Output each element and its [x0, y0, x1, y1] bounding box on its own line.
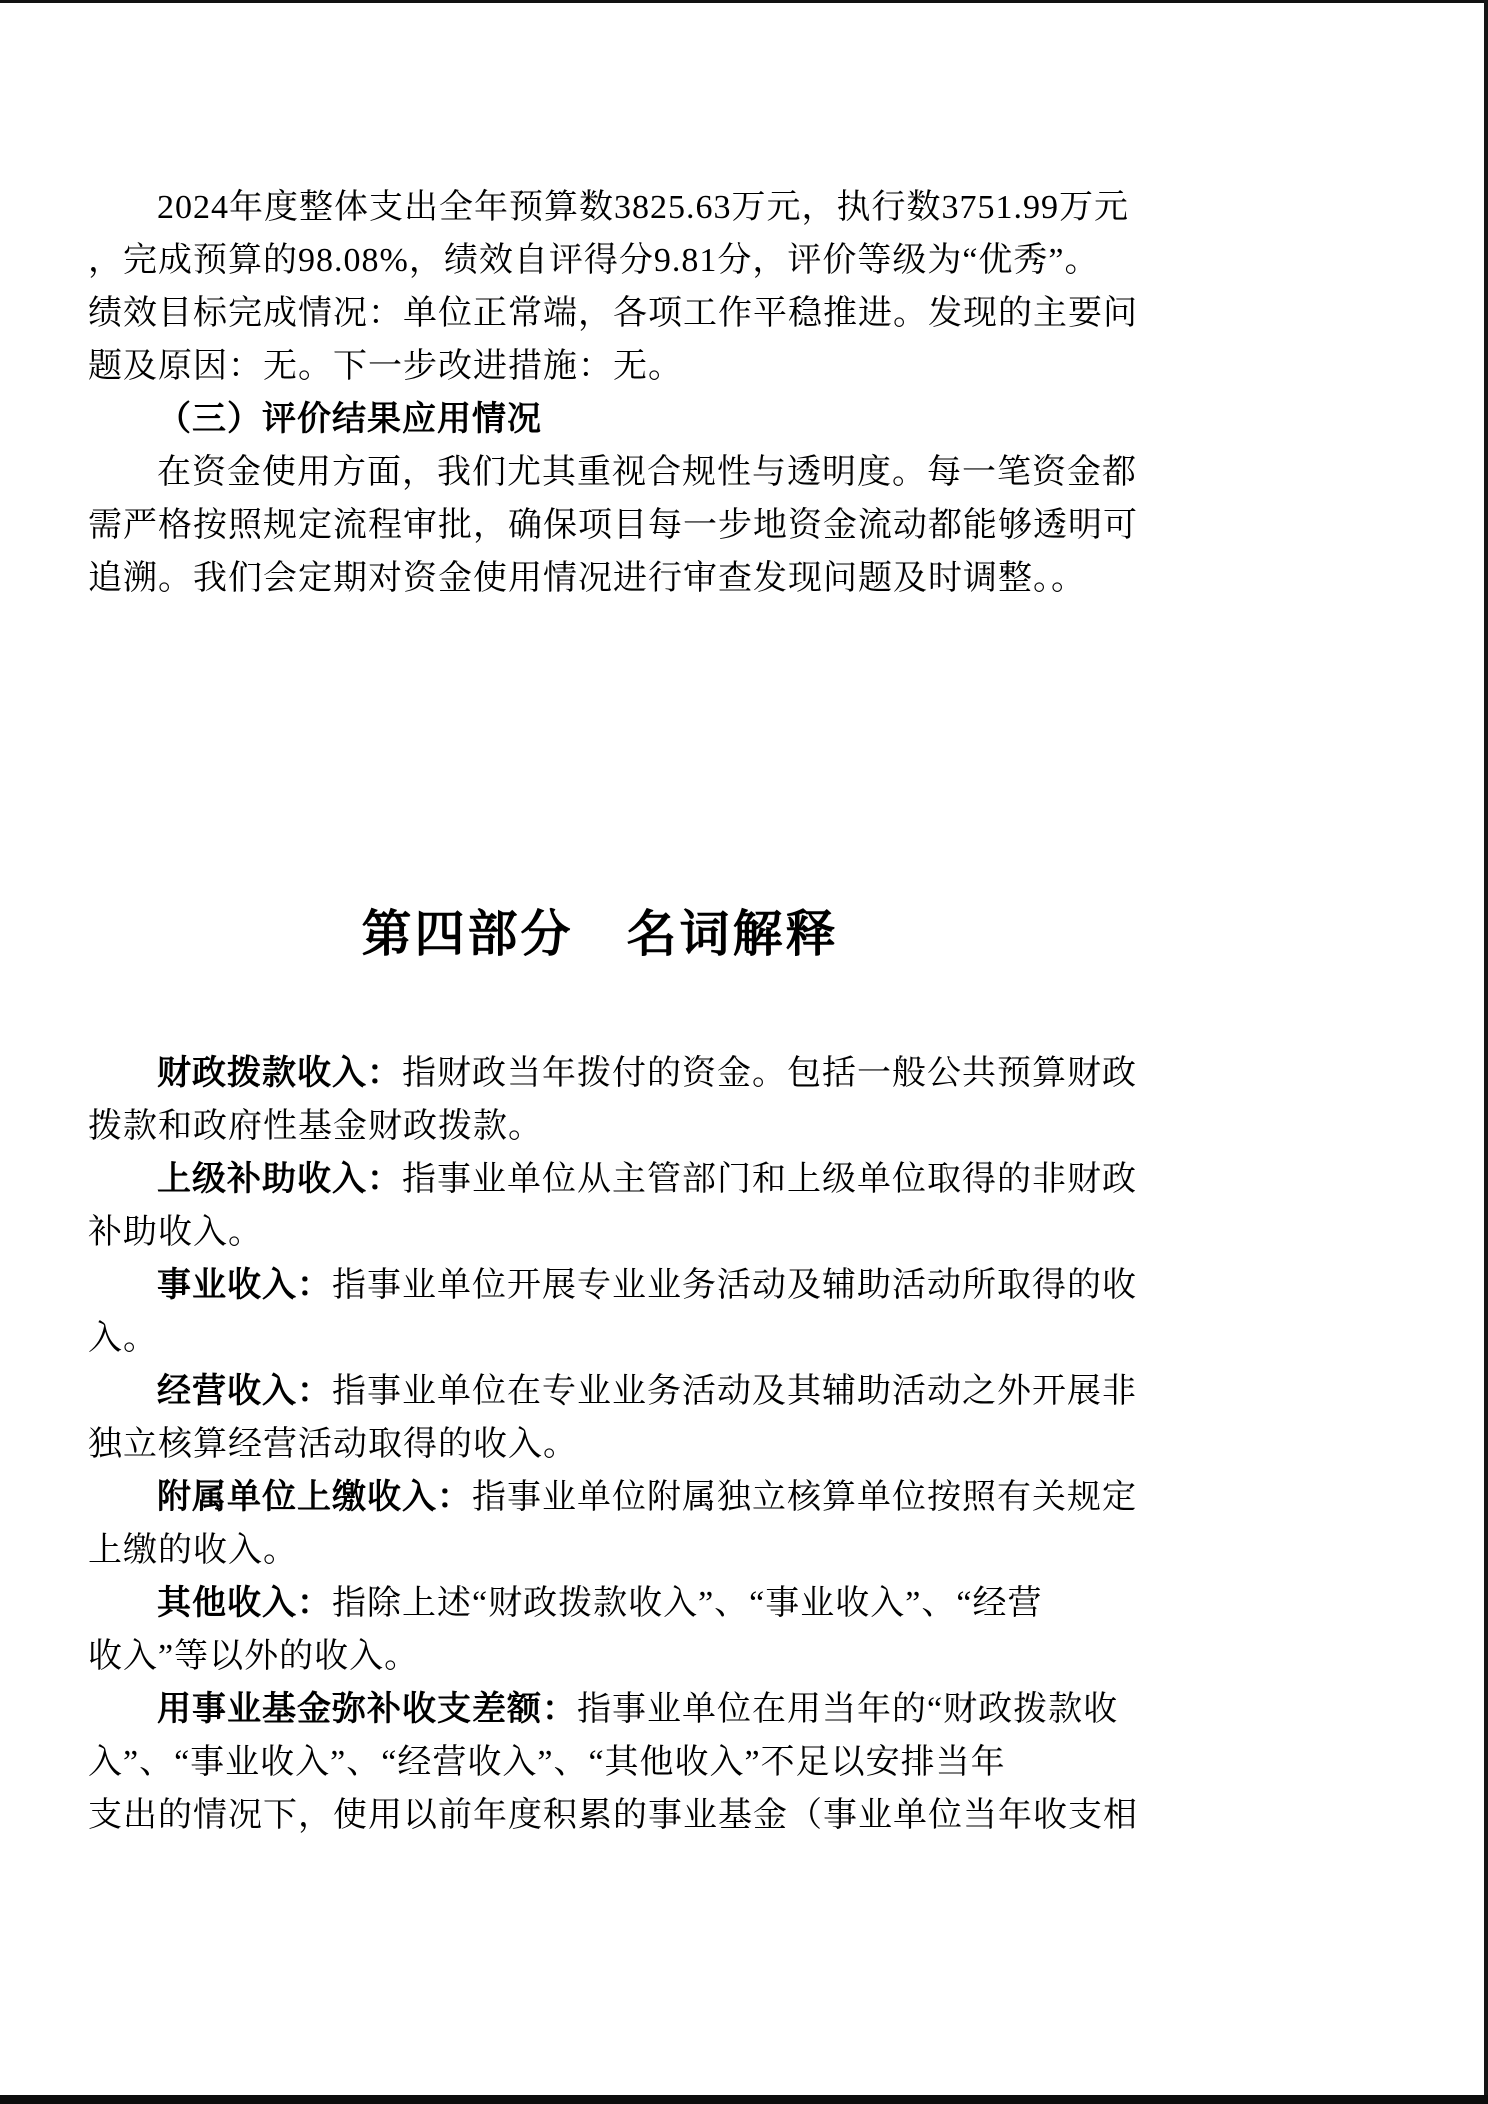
text-segment: 收入”等以外的收入。	[88, 1638, 420, 1675]
text-segment: 指事业单位在用当年的“财政拨款收	[577, 1691, 1119, 1728]
text-segment: 入”、“事业收入”、“经营收入”、“其他收入”不足以安排当年	[88, 1744, 1006, 1781]
text-line	[88, 1524, 1112, 1577]
text-segment: 指除上述“财政拨款收入”、“事业收入”、“经营	[332, 1585, 1043, 1622]
sub-heading-block	[88, 393, 1112, 446]
text-segment: 指事业单位开展专业业务活动及辅助活动所取得的收	[332, 1267, 1137, 1304]
text-line	[88, 1736, 1112, 1789]
term-label: 其他收入：	[157, 1584, 332, 1622]
text-line	[88, 287, 1138, 340]
text-line	[88, 1259, 1137, 1312]
text-segment: 指事业单位从主管部门和上级单位取得的非财政	[402, 1161, 1137, 1198]
term-label: （三）评价结果应用情况	[157, 400, 542, 438]
paragraph-block	[88, 1471, 1137, 1577]
content-column	[88, 181, 1138, 1842]
page-edge-top	[0, 0, 1488, 3]
text-line	[88, 1471, 1137, 1524]
text-line	[88, 1100, 1112, 1153]
text-segment: 需严格按照规定流程审批，确保项目每一步地资金流动都能够透明可	[88, 507, 1138, 544]
paragraph-block	[88, 181, 1138, 393]
text-line	[88, 446, 1137, 499]
term-label: 附属单位上缴收入：	[157, 1478, 472, 1516]
text-line	[88, 1418, 1112, 1471]
text-line	[88, 1683, 1119, 1736]
text-segment: 2024年度整体支出全年预算数3825.63万元，执行数3751.99万元	[157, 189, 1129, 226]
paragraph-block	[88, 1259, 1137, 1365]
text-line	[88, 181, 1129, 234]
term-label: 财政拨款收入：	[157, 1054, 402, 1092]
text-segment: 指财政当年拨付的资金。包括一般公共预算财政	[402, 1055, 1137, 1092]
paragraph-block	[88, 1047, 1137, 1153]
text-line	[88, 1365, 1137, 1418]
paragraph-block	[88, 1683, 1138, 1842]
term-label: 事业收入：	[157, 1266, 332, 1304]
text-segment: 上缴的收入。	[88, 1532, 298, 1569]
text-segment: 补助收入。	[88, 1214, 263, 1251]
text-segment: 指事业单位在专业业务活动及其辅助活动之外开展非	[332, 1373, 1137, 1410]
section-title: 第四部分 名词解释	[361, 906, 839, 962]
paragraph-block	[88, 446, 1138, 605]
text-segment: ，完成预算的98.08%，绩效自评得分9.81分，评价等级为“优秀”。	[88, 242, 1100, 279]
paragraph-block	[88, 1153, 1137, 1259]
text-line	[88, 1630, 1112, 1683]
text-line	[88, 340, 1112, 393]
paragraph-block	[88, 1365, 1137, 1471]
text-line	[88, 1577, 1112, 1630]
text-line	[88, 393, 1112, 446]
text-line	[88, 1789, 1138, 1842]
term-label: 经营收入：	[157, 1372, 332, 1410]
text-line	[88, 1153, 1137, 1206]
text-segment: 追溯。我们会定期对资金使用情况进行审查发现问题及时调整。。	[88, 560, 1086, 597]
text-line	[88, 1047, 1137, 1100]
text-segment: 题及原因：无。下一步改进措施：无。	[88, 348, 683, 385]
text-line	[88, 552, 1112, 605]
text-segment: 拨款和政府性基金财政拨款。	[88, 1108, 543, 1145]
term-label: 上级补助收入：	[157, 1160, 402, 1198]
text-segment: 独立核算经营活动取得的收入。	[88, 1426, 578, 1463]
text-line	[88, 1206, 1112, 1259]
text-segment: 入。	[88, 1320, 158, 1357]
text-line	[88, 234, 1112, 287]
text-segment: 在资金使用方面，我们尤其重视合规性与透明度。每一笔资金都	[157, 454, 1137, 491]
text-segment: 支出的情况下，使用以前年度积累的事业基金（事业单位当年收支相	[88, 1797, 1138, 1834]
text-line	[88, 1312, 1112, 1365]
page-edge-right	[1484, 0, 1488, 2104]
text-segment: 指事业单位附属独立核算单位按照有关规定	[472, 1479, 1137, 1516]
term-label: 用事业基金弥补收支差额：	[157, 1690, 577, 1728]
text-line	[88, 499, 1138, 552]
paragraph-block	[88, 1577, 1112, 1683]
page-edge-bottom	[0, 2095, 1488, 2104]
text-segment: 绩效目标完成情况：单位正常端，各项工作平稳推进。发现的主要问	[88, 295, 1138, 332]
